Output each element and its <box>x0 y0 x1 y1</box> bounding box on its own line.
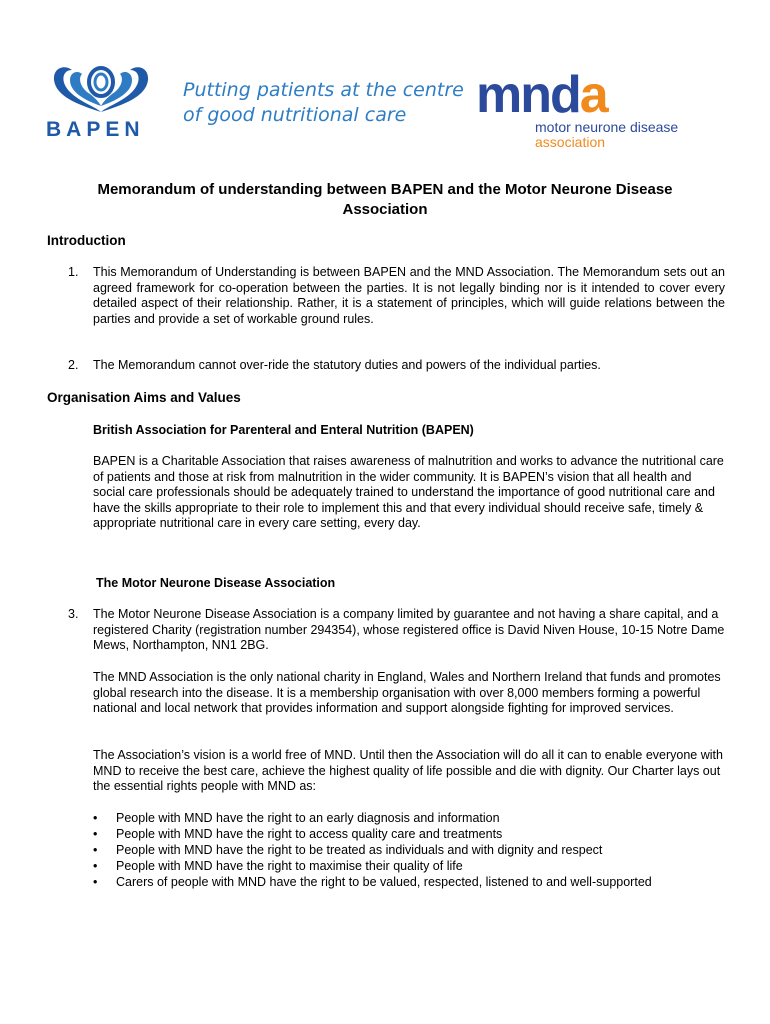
mnda-wordmark: mnda <box>476 72 607 122</box>
bapen-description: BAPEN is a Charitable Association that raises awareness of malnutrition and works to advance the nutritional care of patients and those at risk from malnutrition in the wider community. It is BAPEN’s vision that all health and social care professionals should be adequately trained to understand the importance of good nutritional care and have the skills appropriate to their role to implement this and that every individual should receive safe, timely & appropriate nutritional care in every care setting, every day. <box>93 454 724 531</box>
bapen-tagline <box>183 78 464 128</box>
bapen-section-heading: British Association for Parenteral and Enteral Nutrition (BAPEN) <box>93 423 474 437</box>
item-number: 3. <box>68 607 79 621</box>
aims-heading: Organisation Aims and Values <box>47 390 241 405</box>
item-number: 1. <box>68 265 79 279</box>
mnda-paragraph-1: The Motor Neurone Disease Association is a company limited by guarantee and not having a share capital, and a registered Charity (registration number 294354), whose registered office is David Niven House, 10-15 Notre Dame Mews, Northampton, NN1 2BG. <box>93 607 725 653</box>
mnda-subtitle <box>535 120 678 150</box>
mnda-paragraph-3: The Association’s vision is a world free of MND. Until then the Association will do all it can to enable everyone with MND to receive the best care, achieve the highest quality of life possible and die with dignity. Our Charter lays out the essential rights people with MND as: <box>93 748 723 794</box>
mnda-section-heading: The Motor Neurone Disease Association <box>96 576 336 590</box>
list-item: • People with MND have the right to maximise their quality of life <box>93 858 713 874</box>
introduction-paragraph-1: This Memorandum of Understanding is between BAPEN and the MND Association. The Memorandum sets out an agreed framework for co-operation between the parties. It is not legally binding nor is it intended to cover every detailed aspect of their relationship. Rather, it is a statement of principles, which will guide relations between the parties and provide a set of workable ground rules. <box>93 265 725 326</box>
list-item: • People with MND have the right to access quality care and treatments <box>93 826 713 842</box>
tagline-line-2: of good nutritional care <box>183 104 407 126</box>
bapen-wordmark: BAPEN <box>46 118 145 141</box>
introduction-paragraph-2: The Memorandum cannot over-ride the statutory duties and powers of the individual parties. <box>93 358 601 372</box>
introduction-heading: Introduction <box>47 233 126 248</box>
list-item: • People with MND have the right to an early diagnosis and information <box>93 810 713 826</box>
mnda-logo <box>476 72 664 122</box>
mnda-paragraph-2: The MND Association is the only national charity in England, Wales and Northern Ireland that funds and promotes global research into the disease. It is a membership organisation with over 8,000 members forming a powerful national and local network that provides information and support alongside fighting for improved services. <box>93 670 721 716</box>
document-title: Memorandum of understanding between BAPEN and the Motor Neurone Disease Association <box>97 181 673 218</box>
charter-rights-list <box>93 810 713 890</box>
tagline-line-1: Putting patients at the centre <box>183 79 464 101</box>
mnda-subtitle-line-2: association <box>535 134 606 150</box>
list-item: • People with MND have the right to be treated as individuals and with dignity and respect <box>93 842 713 858</box>
mnda-subtitle-line-1: motor neurone disease <box>535 119 679 135</box>
list-item: • Carers of people with MND have the right to be valued, respected, listened to and well-supported <box>93 874 713 890</box>
item-number: 2. <box>68 358 79 372</box>
